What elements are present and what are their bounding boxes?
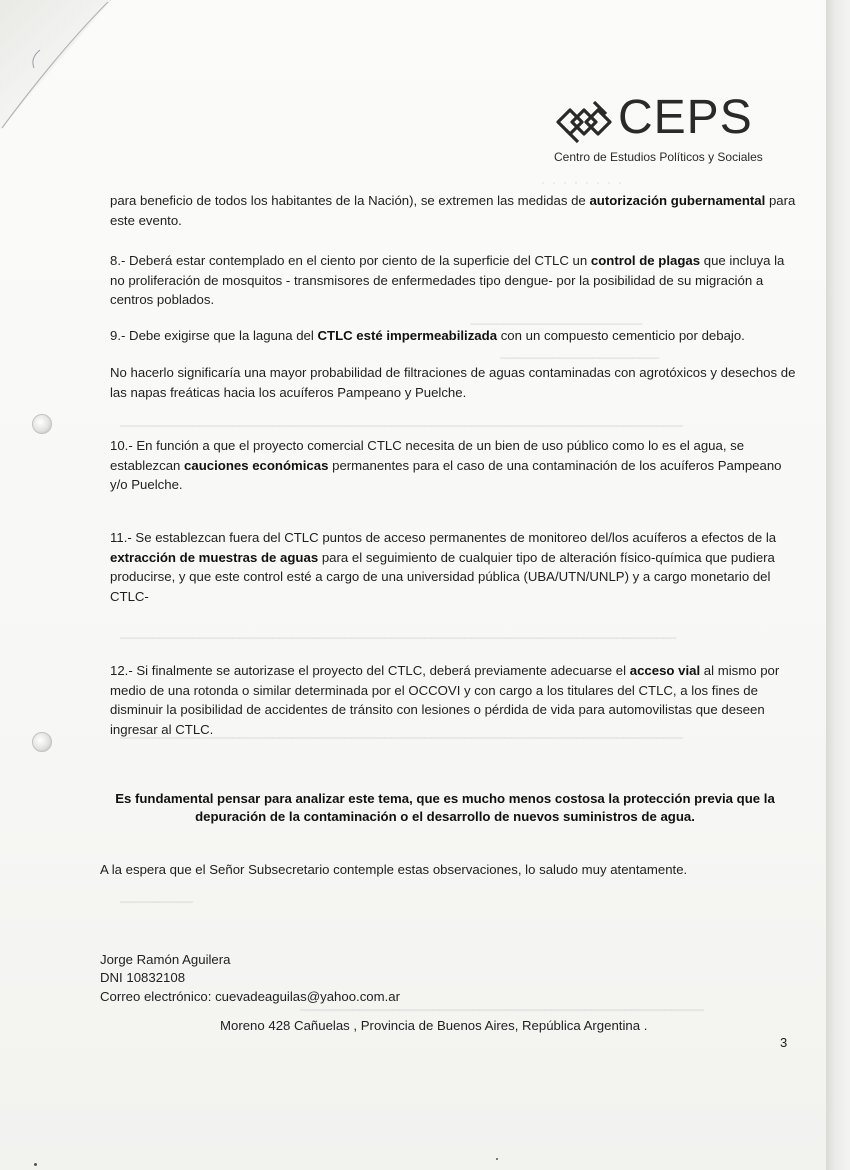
- page-edge-shadow: [826, 0, 850, 1170]
- text-run: 9.- Debe exigirse que la laguna del: [110, 328, 318, 343]
- signature-address: Moreno 428 Cañuelas , Provincia de Buenos Aires, República Argentina .: [220, 1018, 648, 1033]
- text-run: al mismo por medio de una rotonda o similar determinada por el OCCOVI y con cargo a los titulares del CTLC, a los fines de disminuir la posibilidad de accidentes de tránsito con lesiones o pérdida de vida para automovilistas que deseen ingresar al CTLC.: [110, 663, 780, 737]
- text-run: permanentes para el caso de una contaminación de los acuíferos Pampeano y/o Puelche.: [110, 457, 782, 493]
- paragraph-continuation: [110, 191, 800, 230]
- bleed-through-mark: ━━━━━━━━━━━━━━━━━━━━━━━━━━━━━━━━━━━━━━━━━━━━━━━━━━━━━━━━━━━━━━━━━━━━━━━━━━━━━━━━━━━━: [120, 633, 677, 645]
- paragraph-item-11: [110, 528, 800, 606]
- punch-hole: [32, 732, 52, 752]
- closing-sentence: A la espera que el Señor Subsecretario contemple estas observaciones, lo saludo muy atentamente.: [100, 862, 688, 877]
- bleed-through-mark: ━━━━━━━━━━━━━━━━━━━━━━━━━━: [470, 319, 643, 331]
- paragraph-item-8: [110, 251, 800, 310]
- bleed-through-mark: ━━━━━━━━━━━━━━━━━━━━━━━━: [500, 353, 659, 365]
- scan-speck: [496, 1158, 498, 1160]
- bold-text: CTLC esté impermeabilizada: [317, 328, 498, 343]
- logo-wordmark: CEPS: [618, 91, 753, 144]
- ceps-logo-icon: [554, 98, 618, 146]
- signature-name: Jorge Ramón Aguilera: [100, 952, 231, 967]
- page-number: 3: [780, 1035, 788, 1050]
- text-run: para el seguimiento de cualquier tipo de alteración físico-química que pudiera producirse, y que este control esté a cargo de una universidad pública (UBA/UTN/UNLP) y a cargo monetario del CTLC-: [110, 549, 775, 604]
- text-run: 12.- Si finalmente se autorizase el proyecto del CTLC, deberá previamente adecuarse el: [110, 663, 630, 678]
- fold-crease: [0, 0, 110, 130]
- bold-text: cauciones económicas: [184, 457, 329, 473]
- emphasis-line-2: depuración de la contaminación o el desarrollo de nuevos suministros de agua.: [195, 809, 695, 824]
- scan-speck: [34, 1163, 37, 1166]
- text-run: 10.- En función a que el proyecto comercial CTLC necesita de un bien de uso público como lo es el agua, se establezcan: [110, 438, 745, 473]
- paragraph-item-12: [110, 661, 800, 739]
- bold-text: acceso vial: [629, 663, 701, 678]
- bleed-through-mark: · · · · · · · ·: [540, 172, 623, 192]
- bleed-through-mark: ━━━━━━━━━━━: [120, 897, 193, 909]
- signature-dni: DNI 10832108: [100, 970, 186, 985]
- emphasis-line-1: Es fundamental pensar para analizar este tema, que es mucho menos costosa la protección previa que la: [115, 791, 775, 806]
- text-run: para beneficio de todos los habitantes de la Nación), se extremen las medidas de: [110, 193, 590, 208]
- text-run: 11.- Se establezcan fuera del CTLC puntos de acceso permanentes de monitoreo del/los acuíferos a efectos de la: [110, 530, 777, 545]
- text-run: que incluya la no proliferación de mosquitos - transmisores de enfermedades tipo dengue- por la posibilidad de su migración a centros poblados.: [110, 253, 785, 308]
- logo-subtitle: Centro de Estudios Políticos y Sociales: [554, 150, 763, 164]
- signature-email: Correo electrónico: cuevadeaguilas@yahoo.com.ar: [100, 989, 401, 1004]
- paragraph-item-10: [110, 436, 800, 495]
- paragraph-item-9-detail: No hacerlo significaría una mayor probabilidad de filtraciones de aguas contaminadas con agrotóxicos y desechos de las napas freáticas hacia los acuíferos Pampeano y Puelche.: [110, 365, 796, 400]
- paragraph-item-9: [110, 326, 800, 346]
- text-run: 8.- Deberá estar contemplado en el ciento por ciento de la superficie del CTLC un: [110, 253, 591, 268]
- ceps-logo: [552, 92, 782, 172]
- bleed-through-mark: ━━━━━━━━━━━━━━━━━━━━━━━━━━━━━━━━━━━━━━━━━━━━━━━━━━━━━━━━━━━━━━━━━━━━━━━━━━━━━━━━━━━━━: [120, 733, 683, 745]
- bold-text: autorización gubernamental: [589, 193, 766, 208]
- punch-hole: [32, 414, 52, 434]
- text-run: para este evento.: [110, 193, 796, 228]
- bleed-through-mark: ━━━━━━━━━━━━━━━━━━━━━━━━━━━━━━━━━━━━━━━━━━━━━━━━━━━━━━━━━━━━━━━━━━━━━━━━━━━━━━━━━━━━━: [120, 421, 683, 433]
- bold-text: control de plagas: [590, 253, 701, 268]
- bleed-through-mark: ━━━━━━━━━━━━━━━━━━━━━━━━━━━━━━━━━━━━━━━━━━━━━━━━━━━━━━━━━━━━━: [300, 1005, 704, 1017]
- text-run: con un compuesto cementicio por debajo.: [497, 328, 745, 343]
- bold-text: extracción de muestras de aguas: [110, 549, 319, 565]
